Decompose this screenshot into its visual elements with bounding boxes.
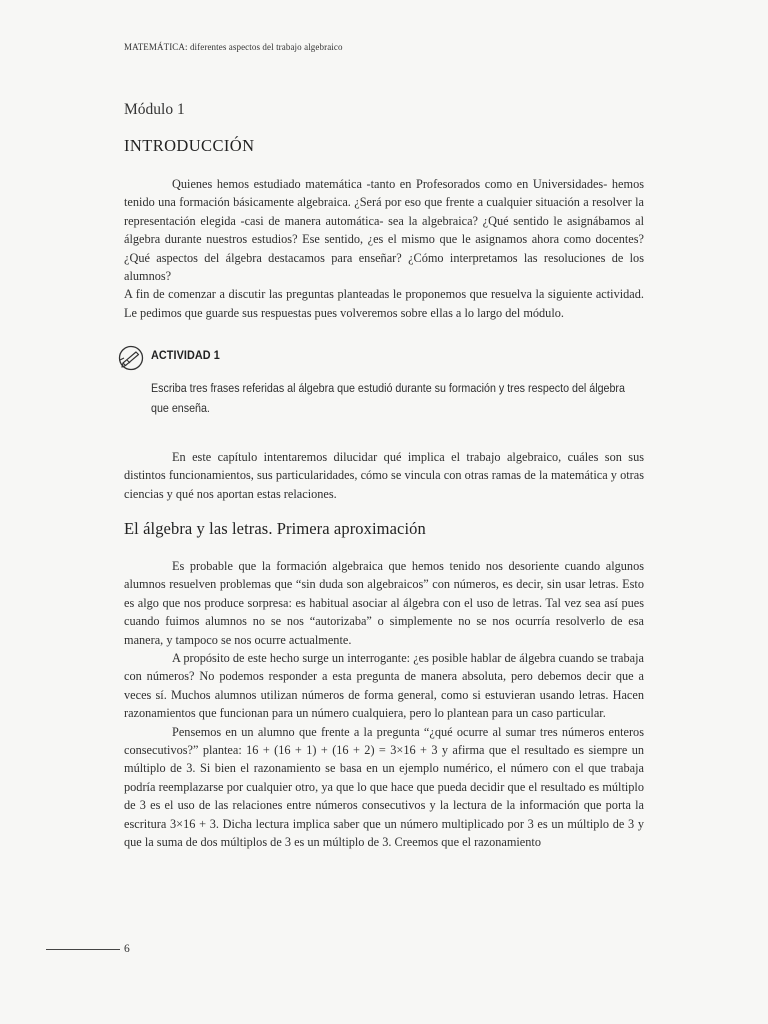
section-body bbox=[124, 557, 644, 852]
running-head: MATEMÁTICA: diferentes aspectos del trabajo algebraico bbox=[124, 42, 343, 52]
footer-rule bbox=[46, 949, 120, 950]
pencil-circle-icon bbox=[117, 344, 145, 372]
intro-text bbox=[124, 175, 644, 322]
intro-paragraph-1: Quienes hemos estudiado matemática -tanto en Profesorados como en Universidades- hemos tenido una formación básicamente algebraica. ¿Será por eso que frente a cualquier situación a resolver la representación elegida -casi de manera automática- sea la algebraica? ¿Qué sentido le asignábamos al álgebra durante nuestros estudios? Ese sentido, ¿es el mismo que le asignamos ahora como docentes? ¿Qué aspectos del álgebra destacamos para enseñar? ¿Cómo interpretamos las resoluciones de los alumnos? bbox=[124, 177, 644, 284]
intro-paragraph-2: A fin de comenzar a discutir las preguntas planteadas le proponemos que resuelva la siguiente actividad. Le pedimos que guarde sus respuestas pues volveremos sobre ellas a lo largo del módulo. bbox=[124, 287, 644, 320]
activity-title: ACTIVIDAD 1 bbox=[151, 348, 220, 362]
subsection-title: El álgebra y las letras. Primera aproximación bbox=[124, 519, 426, 538]
module-label: Módulo 1 bbox=[124, 101, 185, 118]
section-paragraph-2: A propósito de este hecho surge un interrogante: ¿es posible hablar de álgebra cuando se trabaja con números? No podemos responder a esta pregunta de manera absoluta, pero debemos decir que a veces sí. Muchos alumnos utilizan números de forma general, como si estuvieran usando letras. Hacen razonamientos que funcionan para un número cualquiera, pero lo plantean para un caso particular. bbox=[124, 651, 644, 721]
chapter-text bbox=[124, 448, 644, 503]
section-title: INTRODUCCIÓN bbox=[124, 136, 255, 155]
activity-instructions: Escriba tres frases referidas al álgebra que estudió durante su formación y tres respecto del álgebra que enseña. bbox=[151, 381, 625, 415]
page-number: 6 bbox=[124, 943, 130, 955]
chapter-paragraph: En este capítulo intentaremos dilucidar qué implica el trabajo algebraico, cuáles son sus distintos funcionamientos, sus particularidades, cómo se vincula con otras ramas de la matemática y otras ciencias y qué nos aportan estas relaciones. bbox=[124, 450, 644, 501]
section-paragraph-1: Es probable que la formación algebraica que hemos tenido nos desoriente cuando algunos alumnos resuelven problemas que “sin duda son algebraicos” con números, es decir, sin usar letras. Esto es algo que nos produce sorpresa: es habitual asociar al álgebra con el uso de letras. Tal vez sea así pues cuando fuimos alumnos no se nos “autorizaba” o simplemente no se nos ocurría resolverlo de esa manera, y tampoco se nos ocurre actualmente. bbox=[124, 559, 644, 647]
section-paragraph-3: Pensemos en un alumno que frente a la pregunta “¿qué ocurre al sumar tres números enteros consecutivos?” plantea: 16 + (16 + 1) + (16 + 2) = 3×16 + 3 y afirma que el resultado es siempre un múltiplo de 3. Si bien el razonamiento se basa en un ejemplo numérico, el número con el que trabaja podría reemplazarse por cualquier otro, ya que lo que hace que pueda decidir que el resultado es múltiplo de 3 es el uso de las relaciones entre números consecutivos y la lectura de la información que porta la escritura 3×16 + 3. Dicha lectura implica saber que un número multiplicado por 3 es un múltiplo de 3 y que la suma de dos múltiplos de 3 es un múltiplo de 3. Creemos que el razonamiento bbox=[124, 724, 644, 850]
